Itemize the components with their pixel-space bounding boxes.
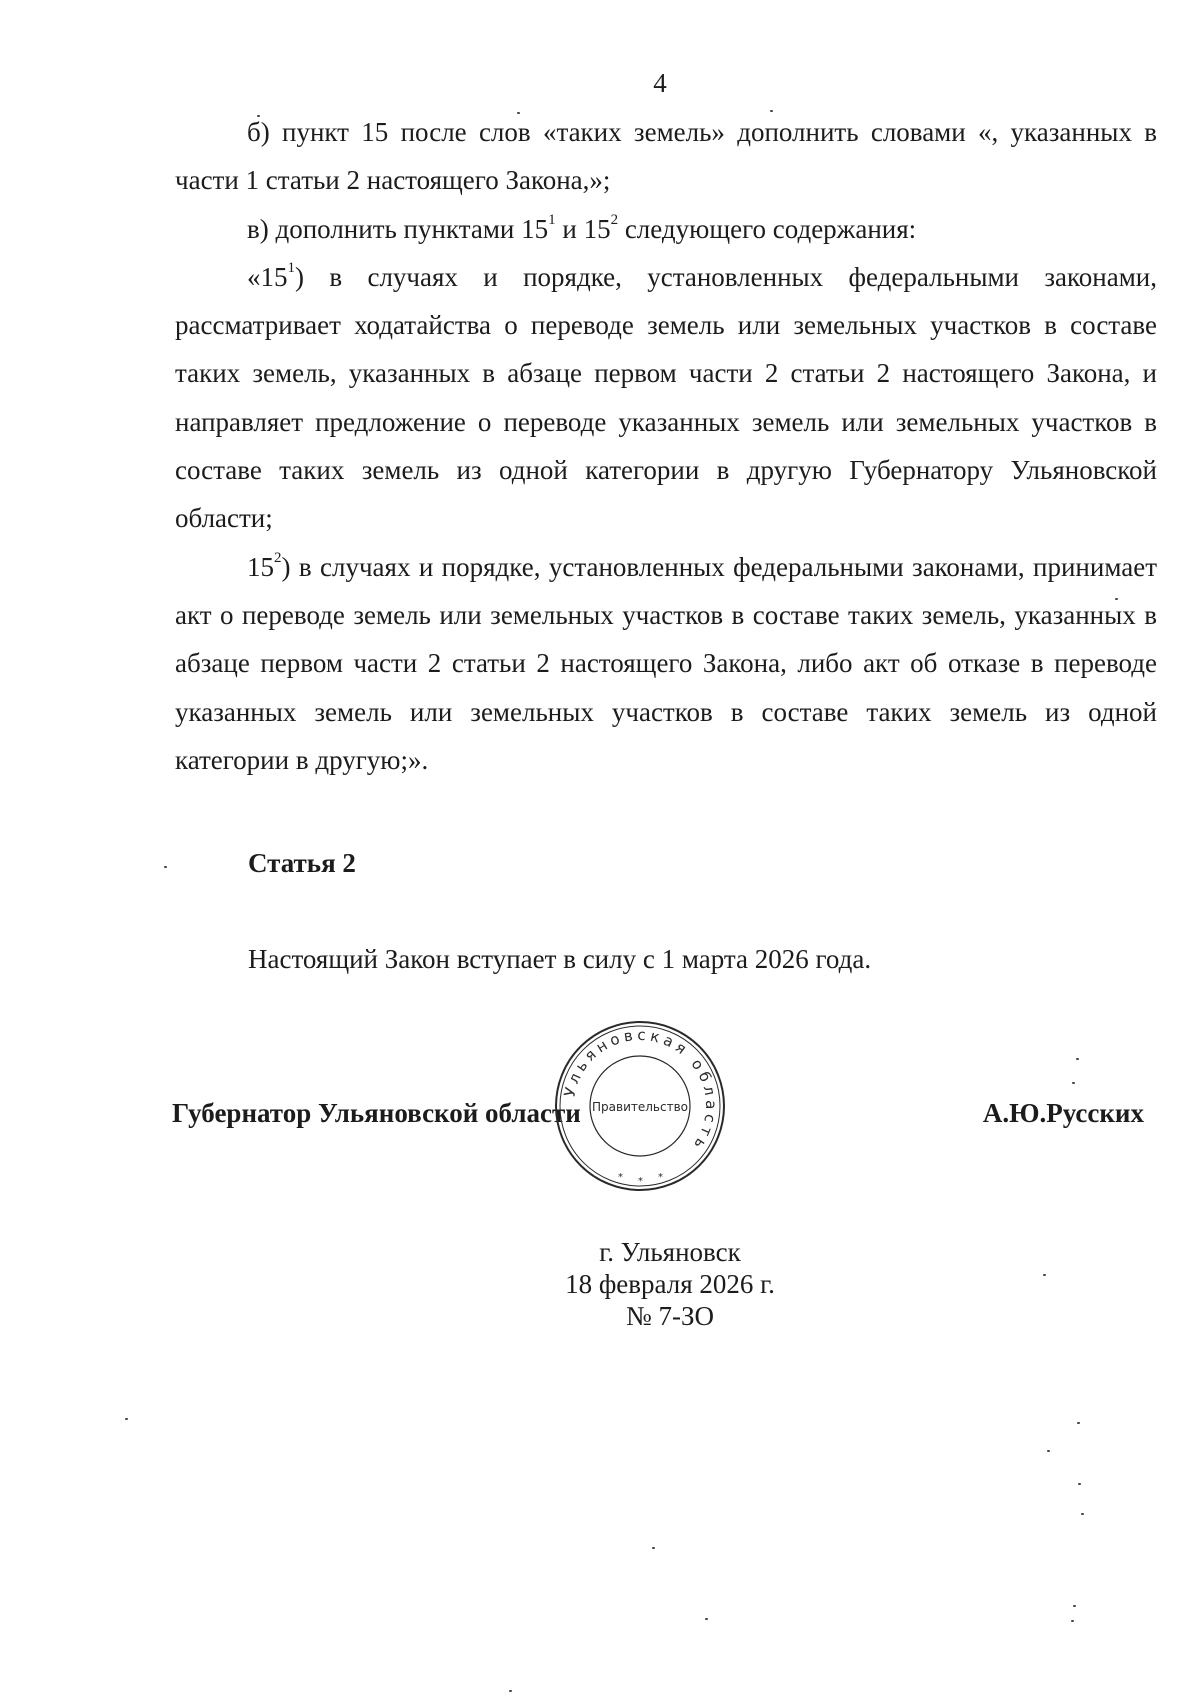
seal-ring-text: Ульяновская область [560, 1025, 721, 1156]
scan-speck [1073, 1605, 1076, 1607]
seal-center-text: Правительство [592, 1100, 688, 1114]
signing-date: 18 февраля 2026 г. [565, 1269, 775, 1299]
signer-name: А.Ю.Русских [982, 1098, 1144, 1128]
scan-speck [1072, 1082, 1075, 1084]
article-heading: Статья 2 [248, 848, 356, 878]
scan-speck [1043, 1274, 1046, 1276]
scan-speck [1078, 1483, 1081, 1485]
seal-star-icon: * [638, 1176, 643, 1187]
scan-speck [705, 1618, 708, 1620]
scan-speck [517, 112, 520, 114]
point-15-1-number: «15 [247, 261, 288, 292]
superscript: 2 [610, 211, 619, 228]
seal-star-icon: * [618, 1172, 623, 1183]
scan-speck [652, 1547, 655, 1549]
scan-speck [125, 1418, 128, 1420]
item-v-text-start: в) дополнить пунктами 15 [247, 213, 549, 244]
point-15-2-paragraph [175, 543, 1157, 784]
scan-speck [257, 115, 260, 117]
amendment-body [175, 108, 1157, 784]
scan-speck [509, 1690, 512, 1692]
point-15-1-paragraph [175, 253, 1157, 543]
point-15-2-text: ) в случаях и порядке, установленных федеральными законами, принимает акт о переводе земель или земельных участков в составе таких земель, указанных в абзаце первом части 2 статьи 2 настоящего Закона, либо акт об отказе в переводе указанных земель или земельных участков в составе таких земель из одной категории в другую;». [175, 551, 1157, 775]
superscript: 1 [548, 211, 556, 228]
page-number: 4 [653, 68, 667, 98]
scan-speck [770, 110, 773, 112]
item-v-text-end: следующего содержания: [618, 213, 917, 244]
item-v-paragraph [175, 205, 1157, 253]
scan-speck [1076, 1058, 1079, 1060]
scan-speck [1115, 598, 1118, 600]
law-number: № 7-ЗО [625, 1301, 715, 1331]
official-seal [552, 1018, 728, 1194]
item-v-text-middle: и 15 [555, 213, 611, 244]
scan-speck [1047, 1450, 1050, 1452]
scan-speck [1081, 1513, 1084, 1515]
superscript: 1 [287, 259, 295, 276]
scan-speck [1071, 1620, 1074, 1622]
scan-speck [164, 866, 167, 868]
scan-speck [1077, 1422, 1080, 1424]
seal-star-icon: * [658, 1172, 663, 1183]
place-of-signing: г. Ульяновск [599, 1237, 741, 1267]
point-15-1-text: ) в случаях и порядке, установленных федеральными законами, рассматривает ходатайства о переводе земель или земельных участков в составе таких земель, указанных в абзаце первом части 2 статьи 2 настоящего Закона, и направляет предложение о переводе указанных земель или земельных участков в составе таких земель из одной категории в другую Губернатору Ульяновской области; [175, 261, 1157, 534]
item-b-paragraph: б) пункт 15 после слов «таких земель» дополнить словами «, указанных в части 1 статьи 2 настоящего Закона,»; [175, 117, 1157, 196]
point-15-2-number: 15 [247, 551, 274, 582]
signer-title: Губернатор Ульяновской области [172, 1098, 581, 1128]
effective-date-text: Настоящий Закон вступает в силу с 1 марта 2026 года. [248, 944, 872, 974]
superscript: 2 [274, 549, 282, 566]
